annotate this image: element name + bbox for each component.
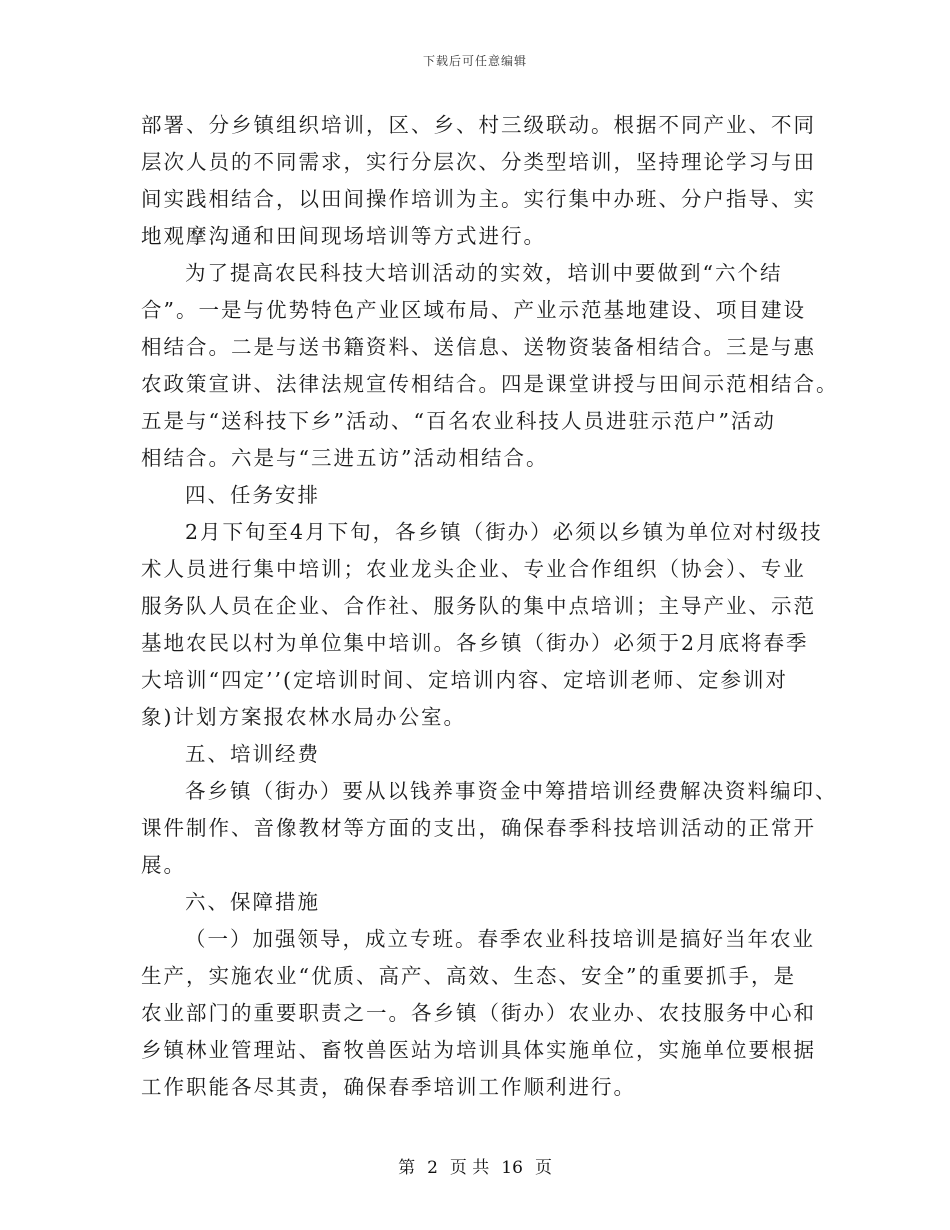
text-line: 合”。一是与优势特色产业区域布局、产业示范基地建设、项目建设 — [141, 298, 806, 322]
paragraph-start-line: （一）加强领导，成立专班。春季农业科技培训是搞好当年农业 — [185, 927, 815, 951]
document-body — [141, 107, 839, 1106]
text-line: 相结合。二是与送书籍资料、送信息、送物资装备相结合。三是与惠 — [141, 335, 816, 359]
text-line: 层次人员的不同需求，实行分层次、分类型培训，坚持理论学习与田 — [141, 150, 816, 174]
text-line: 象)计划方案报农林水局办公室。 — [141, 705, 466, 729]
footer-prefix: 第 — [398, 1158, 416, 1178]
section-heading-funding: 五、培训经费 — [185, 742, 320, 766]
text-line: 部署、分乡镇组织培训，区、乡、村三级联动。根据不同产业、不同 — [141, 113, 816, 137]
text-line: 生产，实施农业“优质、高产、高效、生态、安全”的重要抓手，是 — [141, 964, 796, 988]
text-line: 基地农民以村为单位集中培训。各乡镇（街办）必须于2月底将春季 — [141, 631, 809, 655]
paragraph-start-line: 2月下旬至4月下旬，各乡镇（街办）必须以乡镇为单位对村级技 — [185, 520, 823, 544]
text-line: 大培训“四定’’(定培训时间、定培训内容、定培训老师、定参训对 — [141, 668, 789, 692]
paragraph-start-line: 为了提高农民科技大培训活动的实效，培训中要做到“六个结 — [185, 261, 783, 285]
footer-suffix: 页 — [534, 1158, 552, 1178]
text-line: 服务队人员在企业、合作社、服务队的集中点培训；主导产业、示范 — [141, 594, 816, 618]
text-line: 相结合。六是与“三进五访”活动相结合。 — [141, 446, 549, 470]
footer-middle: 页 共 — [449, 1158, 490, 1178]
page-header: 下载后可任意编辑 — [422, 54, 527, 68]
text-line: 术人员进行集中培训；农业龙头企业、专业合作组织（协会）、专业 — [141, 557, 806, 581]
text-line: 展。 — [141, 853, 186, 877]
page-number: 2 — [427, 1158, 438, 1178]
text-line: 课件制作、音像教材等方面的支出，确保春季科技培训活动的正常开 — [141, 816, 816, 840]
section-heading-tasks: 四、任务安排 — [185, 483, 320, 507]
section-heading-safeguards: 六、保障措施 — [185, 890, 320, 914]
text-line: 农政策宣讲、法律法规宣传相结合。四是课堂讲授与田间示范相结合。 — [141, 372, 839, 396]
page-footer — [0, 1153, 950, 1178]
text-line: 五是与“送科技下乡”活动、“百名农业科技人员进驻示范户”活动 — [141, 409, 776, 433]
text-line: 乡镇林业管理站、畜牧兽医站为培训具体实施单位，实施单位要根据 — [141, 1038, 816, 1062]
text-line: 工作职能各尽其责，确保春季培训工作顺利进行。 — [141, 1075, 636, 1099]
paragraph-start-line: 各乡镇（街办）要从以钱养事资金中筹措培训经费解决资料编印、 — [185, 779, 838, 803]
text-line: 间实践相结合，以田间操作培训为主。实行集中办班、分户指导、实 — [141, 187, 816, 211]
text-line: 地观摩沟通和田间现场培训等方式进行。 — [141, 224, 546, 248]
text-line: 农业部门的重要职责之一。各乡镇（街办）农业办、农技服务中心和 — [141, 1001, 816, 1025]
total-pages: 16 — [501, 1158, 523, 1178]
